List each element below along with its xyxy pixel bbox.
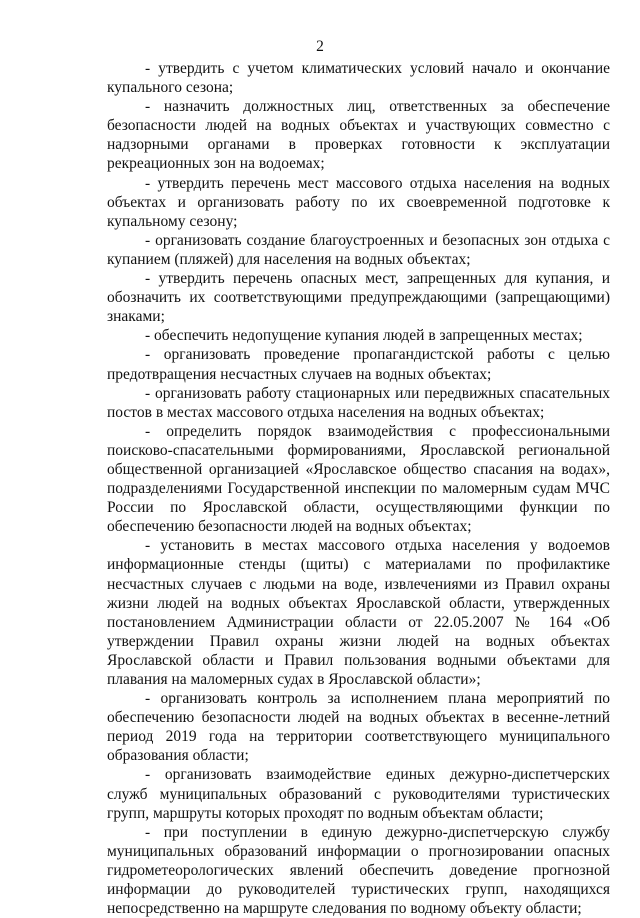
paragraph-recreation-places-list: - утвердить перечень мест массового отдыха населения на водных объектах и организовать работу по их своевременной подготовке к купальному сезону;: [107, 174, 610, 230]
paragraph-interaction-order: - определить порядок взаимодействия с профессиональными поисково-спасательными формированиями, Ярославской региональной общественной организацией «Ярославское общество спасания на водах», подразделениями Государственной инспекции по маломерным судам МЧС России по Ярославской области, осуществляющими функции по обеспечению безопасности людей на водных объектах;: [107, 422, 610, 536]
paragraph-beach-zones: - организовать создание благоустроенных и безопасных зон отдыха с купанием (пляжей) для населения на водных объектах;: [107, 231, 610, 268]
paragraph-propaganda-work: - организовать проведение пропагандистской работы с целью предотвращения несчастных случаев на водных объектах;: [107, 346, 610, 383]
document-body: [107, 59, 610, 918]
paragraph-plan-control: - организовать контроль за исполнением плана мероприятий по обеспечению безопасности людей на водных объектах в весенне-летний период 2019 года на территории соответствующего муниципального образования области;: [107, 690, 610, 765]
paragraph-hazard-notification: - при поступлении в единую дежурно-диспетчерскую службу муниципальных образований информации о прогнозировании опасных гидрометеорологических явлений обеспечить доведение прогнозной информации до руководителей туристических групп, находящихся непосредственно на маршруте следования по водному объекту области;: [107, 823, 610, 918]
paragraph-dispatch-interaction: - организовать взаимодействие единых дежурно-диспетчерских служб муниципальных образований с руководителями туристических групп, маршруты которых проходят по водным объектам области;: [107, 766, 610, 822]
paragraph-rescue-posts: - организовать работу стационарных или передвижных спасательных постов в местах массового отдыха населения на водных объектах;: [107, 384, 610, 421]
paragraph-dangerous-places: - утвердить перечень опасных мест, запрещенных для купания, и обозначить их соответствующими предупреждающими (запрещающими) знаками;: [107, 270, 610, 326]
paragraph-season-dates: - утвердить с учетом климатических условий начало и окончание купального сезона;: [107, 60, 610, 97]
page-number: 2: [316, 38, 324, 55]
paragraph-responsible-officials: - назначить должностных лиц, ответственных за обеспечение безопасности людей на водных объектах и участвующих совместно с надзорными органами в проверках готовности к эксплуатации рекреационных зон на водоемах;: [107, 98, 610, 173]
paragraph-info-stands: - установить в местах массового отдыха населения у водоемов информационные стенды (щиты) с материалами по профилактике несчастных случаев с людьми на воде, извлечениями из Правил охраны жизни людей на водных объектах Ярославской области, утвержденных постановлением Администрации области от 22.05.2007 № 164 «Об утверждении Правил охраны жизни людей на водных объектах Ярославской области и Правил пользования водными объектами для плавания на маломерных судах в Ярославской области»;: [107, 537, 610, 688]
paragraph-prohibit-swimming: - обеспечить недопущение купания людей в запрещенных местах;: [145, 327, 583, 345]
